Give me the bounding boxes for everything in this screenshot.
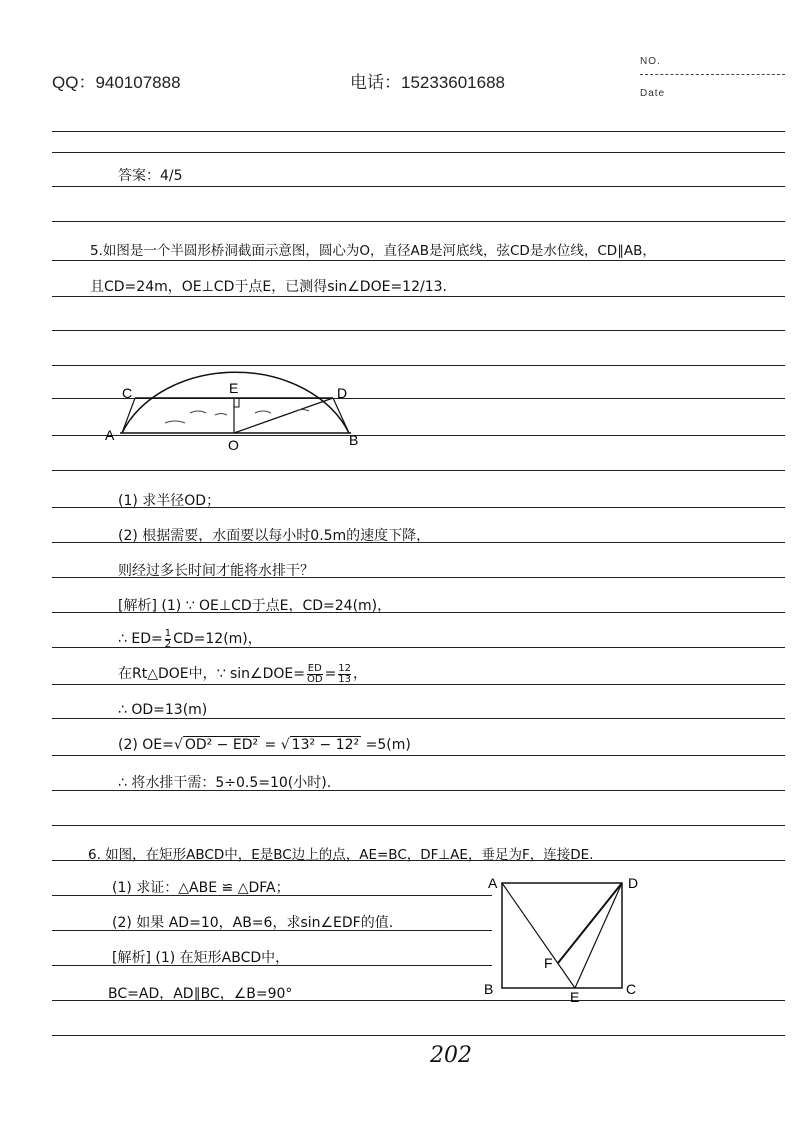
label-b: B	[349, 432, 359, 448]
problem6-solution1: [解析] (1) 在矩形ABCD中，	[112, 950, 290, 966]
ruled-line	[52, 260, 785, 261]
water-marks	[165, 410, 309, 424]
problem6-question2: (2) 如果 AD=10，AB=6，求sin∠EDF的值.	[112, 915, 394, 931]
label-d: D	[628, 875, 639, 891]
ruled-line	[52, 296, 785, 297]
ruled-line	[52, 131, 785, 132]
label-a: A	[488, 875, 498, 891]
segment-od	[234, 398, 333, 433]
problem6-solution2: BC=AD，AD∥BC，∠B=90°	[108, 986, 293, 1002]
segment-de	[575, 883, 622, 988]
question-2a: (2) 根据需要，水面要以每小时0.5m的速度下降，	[118, 528, 431, 544]
problem5-line2: 且CD=24m，OE⊥CD于点E，已测得sin∠DOE=12/13.	[90, 279, 447, 295]
solution-line2: ∴ ED= $\frac{1}{2}$ CD=12(m)，	[118, 627, 262, 650]
no-label: NO.	[640, 56, 661, 67]
label-c: C	[122, 385, 133, 401]
question-1: (1) 求半径OD；	[118, 493, 221, 509]
segment-ae	[502, 883, 575, 988]
label-c: C	[626, 981, 637, 997]
ruled-line	[52, 152, 785, 153]
ruled-line	[52, 755, 785, 756]
problem6-question1: (1) 求证：△ABE ≌ △DFA；	[112, 880, 290, 896]
solution-line5: (2) OE=√ OD² − ED² = √ 13² − 12² =5(m)	[118, 737, 411, 753]
label-d: D	[337, 385, 348, 401]
label-a: A	[105, 427, 115, 443]
ruled-line	[52, 470, 785, 471]
fraction-12-13: $\frac{12}{13}$	[338, 662, 352, 685]
label-o: O	[228, 437, 239, 453]
segment-df	[558, 883, 622, 963]
problem5-line1: 5.如图是一个半圆形桥洞截面示意图，圆心为O，直径AB是河底线，弦CD是水位线，CD∥AB，	[90, 243, 656, 259]
label-f: F	[544, 955, 553, 971]
bridge-diagram	[95, 335, 395, 460]
label-b: B	[484, 981, 494, 997]
date-label: Date	[640, 88, 666, 99]
fraction-half: $\frac{1}{2}$	[164, 627, 172, 650]
ruled-line	[52, 330, 785, 331]
problem6-line1: 6. 如图，在矩形ABCD中，E是BC边上的点，AE=BC，DF⊥AE，垂足为F，连接DE.	[88, 847, 594, 863]
label-e: E	[229, 380, 239, 396]
edge-db	[333, 398, 349, 433]
solution-line1: [解析] (1) ∵ OE⊥CD于点E，CD=24(m)，	[118, 598, 392, 614]
no-line	[640, 74, 785, 75]
fraction-ed-od: $\frac{ED}{OD}$	[306, 662, 323, 685]
ruled-line	[52, 1035, 785, 1036]
phone-number: 电话：15233601688	[350, 73, 506, 92]
label-e: E	[570, 989, 580, 1003]
qq-number: QQ：940107888	[52, 73, 181, 92]
page-number: 202	[430, 1043, 472, 1068]
answer-line: 答案：4/5	[118, 168, 183, 184]
rectangle-diagram	[480, 868, 650, 1003]
question-2b: 则经过多长时间才能将水排干？	[118, 563, 314, 579]
solution-line3: 在Rt△DOE中，∵ sin∠DOE= $\frac{ED}{OD}$ = $\frac{12}{13}$ ，	[118, 662, 368, 685]
right-angle-mark	[234, 398, 239, 407]
solution-line6: ∴ 将水排干需：5÷0.5=10(小时).	[118, 775, 332, 791]
rectangle-abcd	[502, 883, 622, 988]
ruled-line	[52, 221, 785, 222]
ruled-line	[52, 718, 785, 719]
solution-line4: ∴ OD=13(m)	[118, 702, 208, 718]
ruled-line	[52, 825, 785, 826]
ruled-line	[52, 186, 785, 187]
